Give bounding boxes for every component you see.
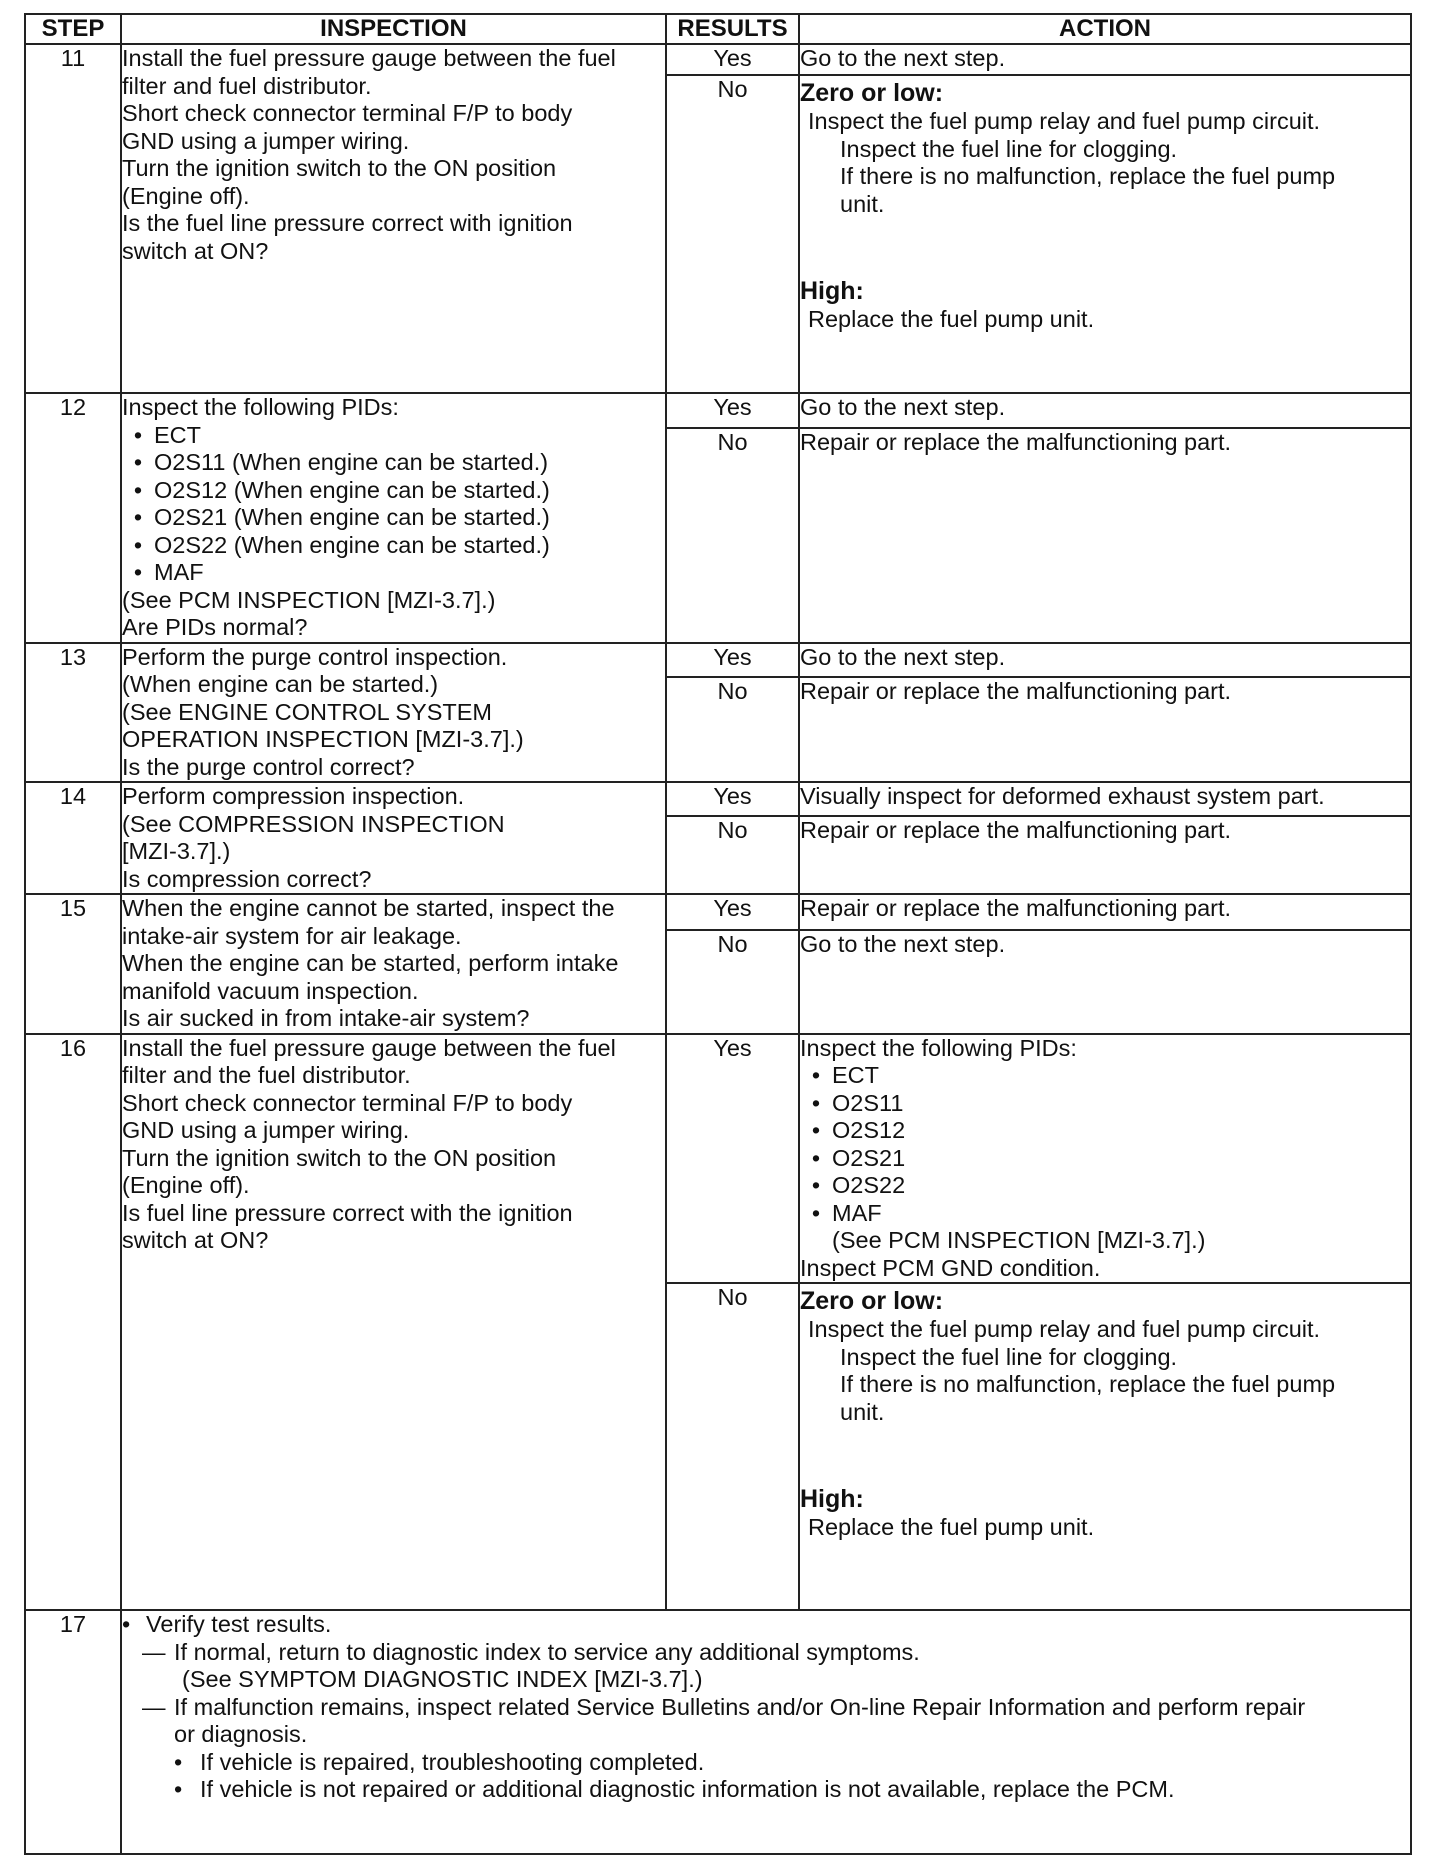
high-heading: High: xyxy=(800,277,864,305)
sub-bullet: • If vehicle is repaired, troubleshooting completed. xyxy=(174,1748,705,1775)
inspection-line: (See ENGINE CONTROL SYSTEM xyxy=(122,698,492,725)
pid-item: • O2S21 (When engine can be started.) xyxy=(133,504,550,530)
step-11-inspection xyxy=(121,44,666,393)
action-no: Go to the next step. xyxy=(799,930,1411,1034)
pid-item: • O2S22 (When engine can be started.) xyxy=(133,531,550,558)
zero-or-low-heading: Zero or low: xyxy=(800,79,944,107)
inspection-line: Short check connector terminal F/P to body xyxy=(122,1089,573,1116)
inspection-line: (Engine off). xyxy=(122,182,250,209)
action-yes: Go to the next step. xyxy=(799,44,1411,75)
pid-item: • ECT xyxy=(133,421,201,448)
step-number: 15 xyxy=(25,894,121,1034)
step-14-inspection xyxy=(121,782,666,894)
pid-item: • O2S22 xyxy=(811,1172,906,1198)
high-heading: High: xyxy=(800,1485,864,1513)
action-no xyxy=(799,1283,1411,1610)
step-number: 12 xyxy=(25,393,121,643)
step-16-yes-row xyxy=(25,1034,1411,1284)
action-line: unit. xyxy=(840,190,885,217)
result-no: No xyxy=(666,428,799,642)
inspection-line: (See COMPRESSION INSPECTION xyxy=(122,810,505,837)
result-yes: Yes xyxy=(666,782,799,816)
inspection-line: OPERATION INSPECTION [MZI-3.7].) xyxy=(122,726,524,752)
action-line: Inspect the fuel line for clogging. xyxy=(840,135,1178,162)
result-no: No xyxy=(666,930,799,1034)
header-row xyxy=(25,14,1411,44)
inspection-line: Is the fuel line pressure correct with ignition xyxy=(122,210,573,236)
step-11-yes-row xyxy=(25,44,1411,75)
inspection-line: manifold vacuum inspection. xyxy=(122,977,419,1004)
result-yes: Yes xyxy=(666,643,799,678)
result-yes: Yes xyxy=(666,393,799,428)
inspection-line: (See PCM INSPECTION [MZI-3.7].) xyxy=(122,586,496,613)
action-line: Replace the fuel pump unit. xyxy=(808,1514,1095,1540)
step-17-row xyxy=(25,1610,1411,1854)
action-line: Replace the fuel pump unit. xyxy=(808,306,1095,332)
action-no xyxy=(799,75,1411,393)
pid-item: • O2S21 xyxy=(811,1144,906,1171)
inspection-line: GND using a jumper wiring. xyxy=(122,1117,410,1143)
diagnostic-table xyxy=(24,13,1412,1855)
action-no: Repair or replace the malfunctioning part. xyxy=(799,428,1411,642)
step-17-content xyxy=(121,1610,1411,1854)
step-15-yes-row xyxy=(25,894,1411,930)
inspection-line: filter and the fuel distributor. xyxy=(122,1062,411,1088)
inspection-line: [MZI-3.7].) xyxy=(122,838,231,864)
action-yes xyxy=(799,1034,1411,1284)
inspection-line: When the engine can be started, perform intake xyxy=(122,950,619,976)
step-13-yes-row xyxy=(25,643,1411,678)
action-line: Inspect the fuel line for clogging. xyxy=(840,1343,1178,1370)
result-no: No xyxy=(666,75,799,393)
step-number: 11 xyxy=(25,44,121,393)
inspection-line: Short check connector terminal F/P to body xyxy=(122,100,573,126)
inspection-line: Is compression correct? xyxy=(122,865,372,892)
header-step: STEP xyxy=(25,14,121,44)
step-16-inspection xyxy=(121,1034,666,1611)
inspection-line: Are PIDs normal? xyxy=(122,614,308,640)
pid-item: • O2S11 xyxy=(811,1089,904,1116)
result-yes: Yes xyxy=(666,44,799,75)
result-yes: Yes xyxy=(666,894,799,930)
action-yes: Visually inspect for deformed exhaust system part. xyxy=(799,782,1411,816)
step-number: 13 xyxy=(25,643,121,783)
inspection-line: When the engine cannot be started, inspect the xyxy=(122,895,615,921)
step-number: 17 xyxy=(25,1610,121,1854)
inspection-line: Is fuel line pressure correct with the ignition xyxy=(122,1199,573,1226)
inspection-line: Is the purge control correct? xyxy=(122,753,415,780)
action-no: Repair or replace the malfunctioning part. xyxy=(799,677,1411,782)
step-15-inspection xyxy=(121,894,666,1034)
inspection-line: (Engine off). xyxy=(122,1172,250,1198)
dash-continuation: or diagnosis. xyxy=(174,1721,308,1747)
pid-item: • MAF xyxy=(133,559,204,585)
result-yes: Yes xyxy=(666,1034,799,1284)
inspection-line: Inspect the following PIDs: xyxy=(122,394,399,420)
action-line: Inspect PCM GND condition. xyxy=(800,1254,1101,1281)
step-number: 16 xyxy=(25,1034,121,1611)
inspection-line: GND using a jumper wiring. xyxy=(122,127,410,154)
pid-item: • O2S11 (When engine can be started.) xyxy=(133,449,549,475)
header-action: ACTION xyxy=(799,14,1411,44)
action-yes: Go to the next step. xyxy=(799,643,1411,678)
inspection-line: switch at ON? xyxy=(122,237,269,264)
step-number: 14 xyxy=(25,782,121,894)
sub-bullet: • If vehicle is not repaired or additional diagnostic information is not available, replace the PCM. xyxy=(174,1776,1175,1802)
pid-item: • O2S12 (When engine can be started.) xyxy=(133,476,550,503)
inspection-line: Install the fuel pressure gauge between the fuel xyxy=(122,1034,616,1061)
inspection-line: Turn the ignition switch to the ON position xyxy=(122,1144,557,1171)
inspection-line: Install the fuel pressure gauge between the fuel xyxy=(122,45,616,71)
step-12-inspection xyxy=(121,393,666,643)
action-no: Repair or replace the malfunctioning part. xyxy=(799,816,1411,894)
action-line: (See PCM INSPECTION [MZI-3.7].) xyxy=(832,1227,1206,1253)
action-line: Inspect the following PIDs: xyxy=(800,1034,1077,1061)
inspection-line: Turn the ignition switch to the ON position xyxy=(122,155,557,181)
pid-item: • MAF xyxy=(811,1199,882,1226)
pid-item: • ECT xyxy=(811,1062,879,1088)
dash-item: — If normal, return to diagnostic index to service any additional symptoms. xyxy=(142,1638,920,1665)
inspection-line: Perform compression inspection. xyxy=(122,783,465,809)
step-14-yes-row xyxy=(25,782,1411,816)
action-line: Inspect the fuel pump relay and fuel pump circuit. xyxy=(808,1316,1321,1342)
dash-item: — If malfunction remains, inspect related Service Bulletins and/or On-line Repair Information and perform repair xyxy=(142,1693,1306,1720)
step-12-yes-row xyxy=(25,393,1411,428)
inspection-line: Perform the purge control inspection. xyxy=(122,643,508,670)
result-no: No xyxy=(666,1283,799,1610)
action-line: unit. xyxy=(840,1398,885,1425)
inspection-line: intake-air system for air leakage. xyxy=(122,922,462,949)
action-yes: Repair or replace the malfunctioning part. xyxy=(799,894,1411,930)
result-no: No xyxy=(666,816,799,894)
inspection-line: filter and fuel distributor. xyxy=(122,72,372,99)
header-inspection: INSPECTION xyxy=(121,14,666,44)
pid-item: • O2S12 xyxy=(811,1117,906,1143)
action-line: Inspect the fuel pump relay and fuel pump circuit. xyxy=(808,108,1321,134)
result-no: No xyxy=(666,677,799,782)
action-line: If there is no malfunction, replace the fuel pump xyxy=(840,163,1336,189)
header-results: RESULTS xyxy=(666,14,799,44)
zero-or-low-heading: Zero or low: xyxy=(800,1287,944,1315)
step-13-inspection xyxy=(121,643,666,783)
action-yes: Go to the next step. xyxy=(799,393,1411,428)
inspection-line: switch at ON? xyxy=(122,1227,269,1253)
inspection-line: Is air sucked in from intake-air system? xyxy=(122,1005,530,1031)
inspection-line: (When engine can be started.) xyxy=(122,671,439,697)
verify-bullet: • Verify test results. xyxy=(122,1611,332,1637)
action-line: If there is no malfunction, replace the fuel pump xyxy=(840,1371,1336,1397)
dash-see-line: (See SYMPTOM DIAGNOSTIC INDEX [MZI-3.7].) xyxy=(182,1666,703,1692)
